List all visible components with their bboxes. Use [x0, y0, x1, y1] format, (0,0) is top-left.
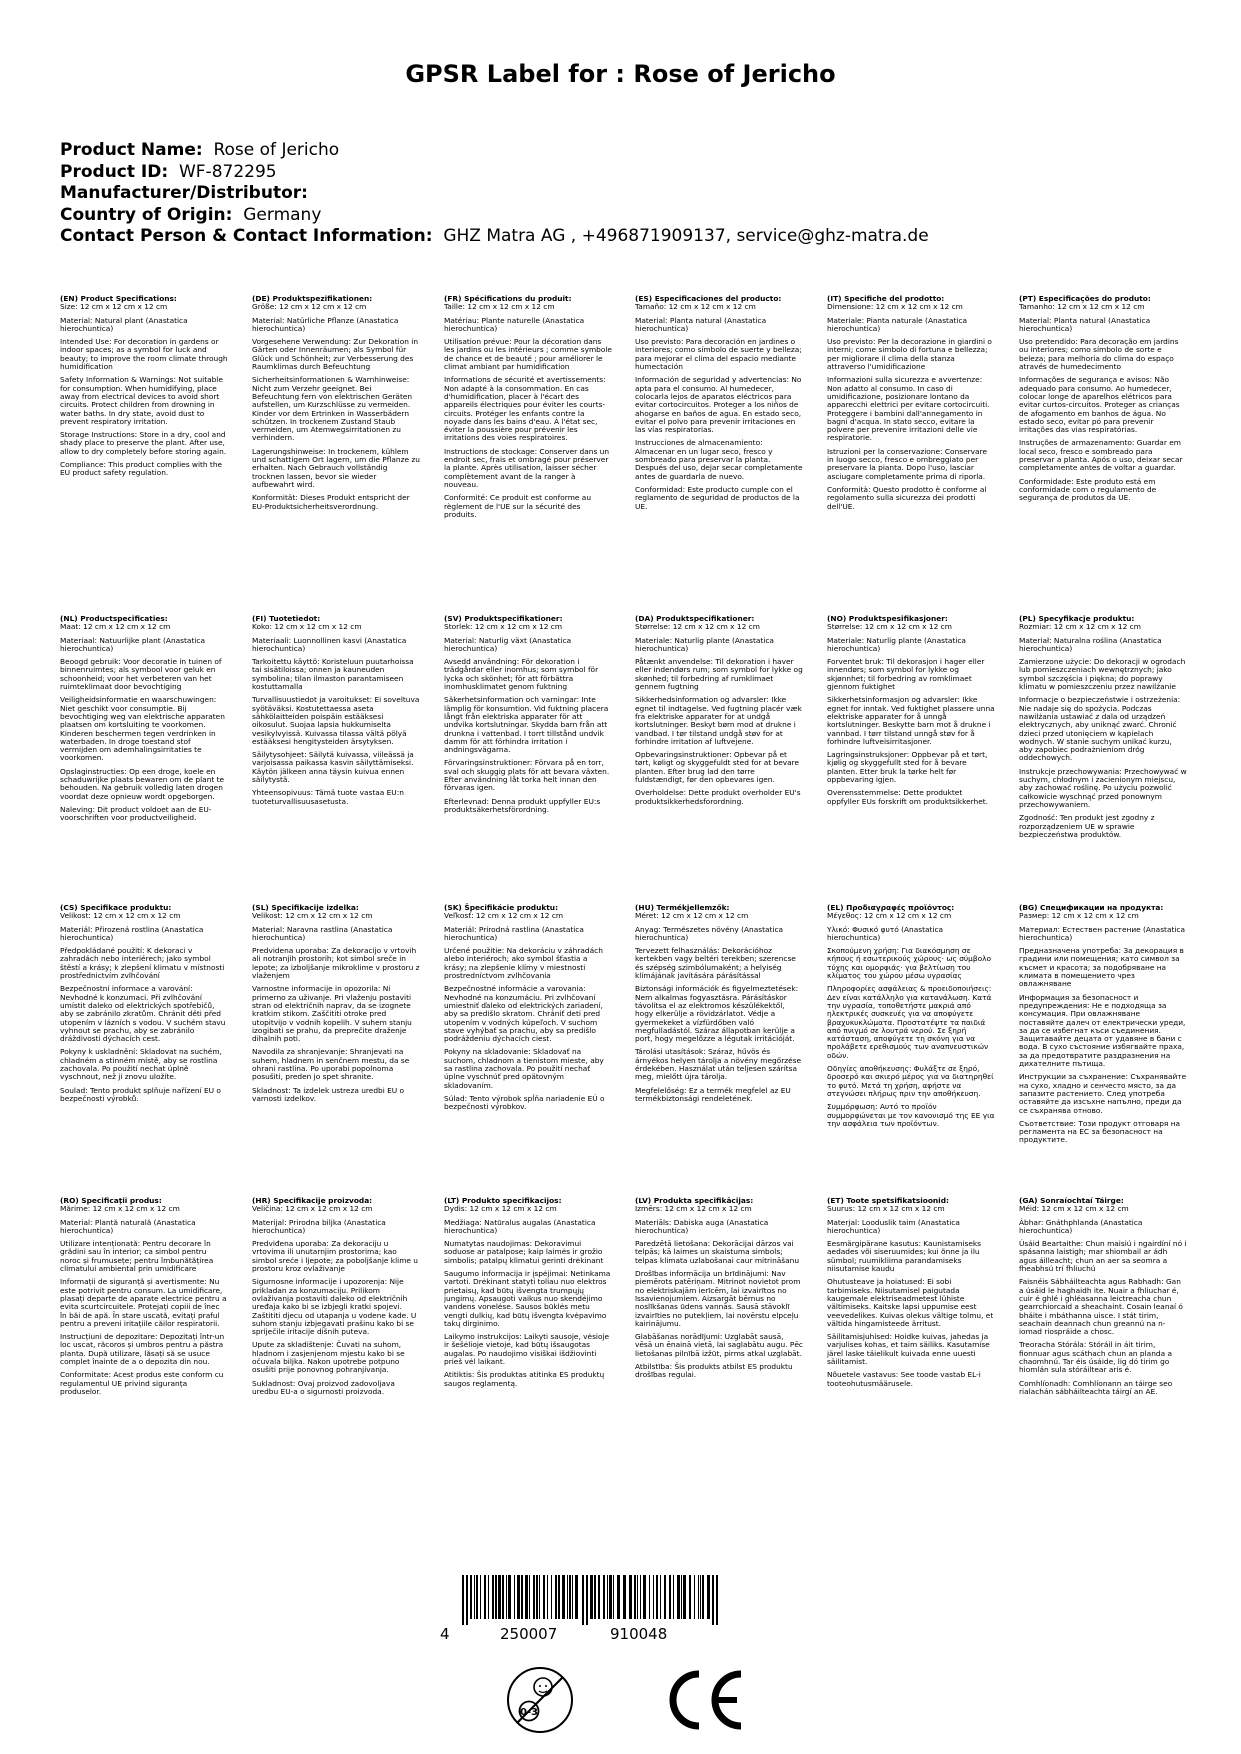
spec-card	[252, 295, 420, 516]
barcode-bar	[716, 1575, 718, 1625]
barcode-bar	[562, 1575, 565, 1619]
spec-paragraph: Naleving: Dit product voldoet aan de EU-voorschriften voor productveiligheid.	[60, 804, 212, 823]
barcode-bar	[700, 1575, 701, 1619]
spec-paragraph: Eesmärgipärane kasutus: Kaunistamiseks aedades või siseruumides; kui õnne ja ilu sümbol; ruumikliima parandamiseks niisutamise kaudu	[827, 1239, 982, 1274]
spec-card	[635, 904, 803, 1108]
spec-paragraph: Conformità: Questo prodotto è conforme al regolamento sulla sicurezza dei prodotti dell'UE.	[827, 484, 987, 511]
spec-paragraph: Material: Planta natural (Anastatica hierochuntica)	[1019, 315, 1151, 333]
spec-paragraph: Lagringsinstruksjoner: Oppbevar på et tørt, kjølig og skyggefullt sted for å bevare planten. Etter bruk la tørke helt før oppbevaring igjen.	[827, 750, 988, 785]
spec-paragraph: Størrelse: 12 cm x 12 cm x 12 cm	[635, 622, 760, 632]
spec-paragraph: Taille: 12 cm x 12 cm x 12 cm	[444, 302, 555, 312]
spec-paragraph: Varnostne informacije in opozorila: Ni primerno za uživanje. Pri vlaženju postaviti stran od električnih naprav, da se izognete kratkim stikom. Zaščititi otroke pred utopitvijo v vodnih kopelih. V suhem stanju izogibati se prahu, da preprečite draženje dihalnih poti.	[252, 984, 412, 1044]
spec-paragraph: Sikkerhedsinformation og advarsler: Ikke egnet til indtagelse. Ved fugtning placér væk fra elektriske apparater for at undgå kortslutninger. Beskyt børn mod at drukne i vandbad. I tør tilstand undgå støv for at forhindre irritation af luftvejene.	[635, 695, 802, 746]
spec-paragraph: Atitiktis: Šis produktas atitinka ES produktų saugos reglamentą.	[444, 1370, 605, 1388]
spec-paragraph: Tarkoitettu käyttö: Koristeluun puutarhoissa tai sisätiloissa; onnen ja kauneuden symbolina; tilan ilmaston parantamiseen kostuttamalla	[252, 657, 414, 692]
spec-heading: (ET) Toote spetsifikatsioonid:	[827, 1196, 949, 1205]
spec-paragraph: Saugumo informacija ir įspėjimai: Netinkama vartoti. Drėkinant statyti toliau nuo elektros prietaisų, kad būtų išvengta trumpųjų jungimų. Apsaugoti vaikus nuo skendėjimo vandens vonelėse. Sausos būklės metu vengti dulkių, kad būtų išvengta kvėpavimo takų dirginimo.	[444, 1269, 611, 1328]
spec-paragraph: Material: Planta natural (Anastatica hierochuntica)	[635, 315, 767, 333]
spec-paragraph: Πληροφορίες ασφάλειας & προειδοποιήσεις: Δεν είναι κατάλληλο για κατανάλωση. Κατά την υγρασία, τοποθετήστε μακριά από ηλεκτρικές συσκευές για να αποφύγετε βραχυκυκλώματα. Προστατέψτε τα παιδιά από πνιγμό σε λουτρά νερού. Σε ξηρή κατάσταση, αποφύγετε τη σκόνη για να προλάβετε ερεθισμούς των αναπνευστικών οδών.	[827, 984, 992, 1060]
barcode-bar	[575, 1575, 578, 1619]
barcode-bar	[634, 1575, 636, 1619]
spec-paragraph: Velikost: 12 cm x 12 cm x 12 cm	[60, 911, 181, 921]
age-label: 0-3	[519, 1707, 539, 1718]
spec-paragraph: Glabāšanas norādījumi: Uzglabāt sausā, vēsā un ēnainā vietā, lai saglabātu augu. Pēc lietošanas pilnībā izžūt, pirms atkal uzglabāt.	[635, 1332, 803, 1358]
spec-paragraph: Размер: 12 cm x 12 cm x 12 cm	[1019, 911, 1139, 921]
barcode-bar	[476, 1575, 478, 1619]
product-name-value: Rose of Jericho	[213, 140, 340, 160]
barcode-bar	[702, 1575, 704, 1619]
spec-paragraph: Yhteensopivuus: Tämä tuote vastaa EU:n tuoteturvallisuusasetusta.	[252, 788, 404, 806]
spec-paragraph: Opslaginstructies: Op een droge, koele en schaduwrijke plaats bewaren om de plant te behouden. Na gebruik volledig laten drogen voordat deze opnieuw wordt opgeborgen.	[60, 766, 225, 801]
spec-paragraph: Efterlevnad: Denna produkt uppfyller EU:s produktsäkerhetsförordning.	[444, 796, 601, 814]
spec-card	[252, 1197, 420, 1401]
spec-paragraph: Tamanho: 12 cm x 12 cm x 12 cm	[1019, 302, 1145, 312]
spec-paragraph: Konformität: Dieses Produkt entspricht der EU-Produktsicherheitsverordnung.	[252, 493, 410, 511]
spec-paragraph: Istruzioni per la conservazione: Conservare in luogo secco, fresco e ombreggiato per preservare la pianta. Dopo l'uso, lasciar asciugare completamente prima di riporla.	[827, 446, 988, 481]
spec-paragraph: Předpokládané použití: K dekoraci v zahradách nebo interiérech; jako symbol štěstí a krásy; k zlepšení klimatu v místnosti prostřednictvím zvlhčování	[60, 946, 225, 981]
spec-heading: (HU) Termékjellemzők:	[635, 903, 730, 912]
barcode-bar	[613, 1575, 614, 1619]
barcode-bar	[498, 1575, 501, 1619]
spec-paragraph: Navodila za shranjevanje: Shranjevati na suhem, hladnem in senčnem mestu, da se ohrani rastlina. Po uporabi popolnoma posušiti, preden jo spet shranite.	[252, 1047, 410, 1082]
spec-paragraph: Material: Natürliche Pflanze (Anastatica hierochuntica)	[252, 315, 399, 333]
product-id-row	[60, 162, 929, 184]
spec-paragraph: Предназначена употреба: За декорация в градини или помещения; като символ за късмет и красота; за подобряване на климата в помещението чрез овлажняване	[1019, 946, 1184, 989]
spec-card	[827, 904, 995, 1133]
spec-paragraph: Utilisation prévue: Pour la décoration dans les jardins ou les intérieurs ; comme symbole de chance et de beauté ; pour améliorer le climat ambiant par humidification	[444, 337, 612, 372]
barcode-bar	[669, 1575, 671, 1619]
spec-paragraph: Informations de sécurité et avertissements: Non adapté à la consommation. En cas d'humidification, placer à l'écart des appareils électriques pour éviter les courts-circuits. Protéger les enfants contre la noyade dans les bains d'eau. À l'état sec, éviter la poussière pour prévenir les irritations des voies respiratoires.	[444, 375, 606, 443]
spec-paragraph: Материал: Естествен растение (Anastatica hierochuntica)	[1019, 924, 1186, 942]
spec-paragraph: Sukladnost: Ovaj proizvod zadovoljava uredbu EU-a o sigurnosti proizvoda.	[252, 1378, 395, 1396]
barcode-bar	[558, 1575, 560, 1619]
spec-paragraph: Materiál: Prírodná rastlina (Anastatica hierochuntica)	[444, 924, 584, 942]
spec-paragraph: Maat: 12 cm x 12 cm x 12 cm	[60, 622, 171, 632]
spec-paragraph: Méret: 12 cm x 12 cm x 12 cm	[635, 911, 749, 921]
barcode-bar	[470, 1575, 472, 1619]
spec-paragraph: Информация за безопасност и предупреждения: Не е подходяща за консумация. При овлажняване поставяйте далеч от електрически уреди, за да се избегнат къси съединения. Защитавайте децата от удавяне в бани с вода. В сухо състояние избягвайте праха, за да предотвратите раздразнения на дихателните пътища.	[1019, 992, 1186, 1069]
spec-card	[444, 295, 612, 524]
spec-paragraph: Uso pretendido: Para decoração em jardins ou interiores; como símbolo de sorte e beleza; para melhoria do clima do espaço através de humedecimento	[1019, 337, 1179, 372]
spec-card	[1019, 904, 1187, 1150]
spec-heading: (BG) Спецификации на продукта:	[1019, 903, 1164, 912]
spec-paragraph: Suurus: 12 cm x 12 cm x 12 cm	[827, 1204, 945, 1214]
spec-paragraph: Förvaringsinstruktioner: Förvara på en torr, sval och skuggig plats för att bevara växten. Efter användning låt torka helt innan den förvaras igen.	[444, 758, 610, 793]
barcode-bar	[539, 1575, 540, 1619]
spec-card	[60, 904, 228, 1108]
barcode-bar	[664, 1575, 666, 1619]
spec-heading: (ES) Especificaciones del producto:	[635, 294, 782, 303]
spec-paragraph: Biztonsági információk és figyelmeztetések: Nem alkalmas fogyasztásra. Párásításkor távolítsa el az elektromos készülékektől, hogy elkerülje a rövidzárlatot. Védje a gyermekeket a vízfürdőben való megfulladástól. Száraz állapotban kerülje a port, hogy megelőzze a légutak irritációját.	[635, 984, 799, 1044]
spec-paragraph: Οδηγίες αποθήκευσης: Φυλάξτε σε ξηρό, δροσερό και σκιερό μέρος για να διατηρηθεί το φυτό. Μετά τη χρήση, αφήστε να στεγνώσει πλήρως πριν την αποθήκευση.	[827, 1064, 994, 1098]
spec-paragraph: Materiale: Naturlig plante (Anastatica hierochuntica)	[827, 635, 966, 653]
spec-paragraph: Avsedd användning: För dekoration i trädgårdar eller inomhus; som symbol för lycka och skönhet; för att förbättra inomhusklimatet genom fuktning	[444, 657, 599, 692]
manufacturer-label: Manufacturer/Distributor:	[60, 183, 308, 203]
barcode-bar	[567, 1575, 568, 1619]
spec-paragraph: Ohutusteave ja hoiatused: Ei sobi tarbimiseks. Niisutamisel paigutada kaugemale elektriseadmetest lühiste vältimiseks. Kaitske lapsi uppumise eest veevedelikes. Kuivas olekus vältige tolmu, et vältida hingamisteede ärritust.	[827, 1277, 994, 1328]
spec-paragraph: Instructions de stockage: Conserver dans un endroit sec, frais et ombragé pour préserver la plante. Après utilisation, laisser sécher complètement avant de la ranger à nouveau.	[444, 446, 610, 489]
spec-heading: (PT) Especificações do produto:	[1019, 294, 1151, 303]
barcode-bar	[543, 1575, 545, 1619]
spec-paragraph: Sikkerhetsinformasjon og advarsler: Ikke egnet for inntak. Ved fuktighet plassere unna elektriske apparater for å unngå kortslutninger. Beskytte barn mot å drukne i vannbad. I tørr tilstand unngå støv for å forhindre luftveisirritasjoner.	[827, 695, 995, 746]
spec-paragraph: Uso previsto: Per la decorazione in giardini o interni; come simbolo di fortuna e bellezza; per migliorare il clima della stanza attraverso l'umidificazione	[827, 337, 992, 372]
spec-card	[635, 295, 803, 516]
barcode-bar	[555, 1575, 557, 1619]
spec-paragraph: Drošības informācija un brīdinājumi: Nav piemērots patēriņam. Mitrinot novietot prom no elektriskajām ierīcēm, lai izvairītos no īssavienojumiem. Aizsargāt bērnus no noslīkšanas ūdens vannās. Sausā stāvoklī izvairīties no putekļiem, lai novērstu elpceļu kairinājumu.	[635, 1269, 801, 1328]
spec-paragraph: Medžiaga: Natūralus augalas (Anastatica hierochuntica)	[444, 1217, 596, 1235]
barcode-bars	[440, 1575, 736, 1625]
barcode-digits-left: 250007	[500, 1625, 558, 1643]
spec-heading: (SV) Produktspecifikationer:	[444, 614, 563, 623]
spec-paragraph: Instruções de armazenamento: Guardar em local seco, fresco e sombreado para preservar a planta. Após o uso, deixar secar completamente antes de voltar a guardar.	[1019, 438, 1183, 473]
spec-paragraph: Matériau: Plante naturelle (Anastatica hierochuntica)	[444, 315, 585, 333]
spec-paragraph: Lagerungshinweise: In trockenem, kühlem und schattigem Ort lagern, um die Pflanze zu erhalten. Nach Gebrauch vollständig trocknen lassen, bevor sie wieder aufbewahrt wird.	[252, 446, 420, 489]
barcode-bar	[484, 1575, 486, 1619]
spec-paragraph: Storage Instructions: Store in a dry, cool and shady place to preserve the plant. After use, allow to dry completely before storing again.	[60, 430, 227, 456]
spec-paragraph: Sicherheitsinformationen & Warnhinweise: Nicht zum Verzehr geeignet. Bei Befeuchtung fern von elektrischen Geräten aufstellen, um Kurzschlüsse zu vermeiden. Kinder vor dem Ertrinken in Wasserbädern schützen. In trockenem Zustand Staub vermeiden, um Atemwegsirritationen zu verhindern.	[252, 375, 413, 443]
spec-paragraph: Laikymo instrukcijos: Laikyti sausoje, vėsioje ir šešėlioje vietoje, kad būtų išsaugotas augalas. Po naudojimo visiškai išdžiovinti prieš vėl laikant.	[444, 1332, 610, 1367]
spec-paragraph: Conformidade: Este produto está em conformidade com o regulamento de segurança de produtos da UE.	[1019, 476, 1157, 503]
spec-heading: (FI) Tuotetiedot:	[252, 614, 321, 623]
spec-heading: (LV) Produkta specifikācijas:	[635, 1196, 754, 1205]
spec-heading: (NO) Produktspesifikasjoner:	[827, 614, 948, 623]
barcode-bar	[517, 1575, 520, 1619]
spec-paragraph: Safety Information & Warnings: Not suitable for consumption. When humidifying, place away from electrical devices to avoid short circuits. Protect children from drowning in water baths. In dry state, avoid dust to prevent respiratory irritation.	[60, 375, 223, 426]
spec-paragraph: Faisnéis Sábháilteachta agus Rabhadh: Gan a úsáid le haghaidh ite. Nuair a fhliuchar é, cuir é ghlé i ghléasanna leictreacha chun gearrchiorcaid a sheachaint. Cosain leanaí ó bháite i mbáthanna uisce. I stát tirim, seachain deannach chun greannú na n-iomad riospráide a chosc.	[1019, 1277, 1183, 1337]
product-id-value: WF-872295	[178, 161, 277, 182]
spec-paragraph: Utilizare intenționată: Pentru decorare în grădini sau în interior; ca simbol pentru noroc și frumusețe; pentru îmbunătățirea climatului ambiental prin umidificare	[60, 1239, 214, 1274]
barcode-bar	[649, 1575, 650, 1619]
spec-paragraph: Zgodność: Ten produkt jest zgodny z rozporządzeniem UE w sprawie bezpieczeństwa produktów.	[1019, 813, 1155, 839]
barcode-bar	[656, 1575, 658, 1619]
spec-paragraph: Overensstemmelse: Dette produktet oppfyller EUs forskrift om produktsikkerhet.	[827, 788, 989, 806]
spec-paragraph: Úsáid Beartaithe: Chun maisiú i ngairdíní nó i spásanna laistigh; mar shiombail ar ádh agus áilleacht; chun an aer sa seomra a fheabhsú trí fhliuchú	[1019, 1239, 1187, 1274]
spec-paragraph: Storlek: 12 cm x 12 cm x 12 cm	[444, 622, 563, 632]
barcode-bar	[495, 1575, 497, 1619]
spec-card	[827, 295, 995, 516]
country-label: Country of Origin:	[60, 204, 233, 225]
spec-paragraph: Påtænkt anvendelse: Til dekoration i haver eller indendørs rum; som symbol for lykke og skønhed; til forbedring af rumklimaet gennem fugtning	[635, 657, 803, 692]
spec-heading: (EL) Προδιαγραφές προϊόντος:	[827, 903, 955, 912]
spec-paragraph: Uso previsto: Para decoración en jardines o interiores; como símbolo de suerte y belleza; para mejorar el clima del espacio mediante humectación	[635, 337, 802, 372]
barcode-bar	[607, 1575, 608, 1619]
spec-heading: (SK) Špecifikácie produktu:	[444, 903, 559, 912]
spec-paragraph: Material: Naturlig växt (Anastatica hierochuntica)	[444, 635, 572, 653]
spec-paragraph: Material: Plantă naturală (Anastatica hierochuntica)	[60, 1217, 196, 1235]
spec-paragraph: Vorgesehene Verwendung: Zur Dekoration in Gärten oder Innenräumen; als Symbol für Glück und Schönheit; zur Verbesserung des Raumklimas durch Befeuchtung	[252, 337, 419, 372]
spec-card	[827, 615, 995, 811]
spec-paragraph: Säkerhetsinformation och varningar: Inte lämplig för konsumtion. Vid fuktning placera långt från elektriska apparater för att undvika kortslutningar. Skydda barn från att drunkna i vattenbad. I torrt tillstånd undvik damm för att förhindra irritation i andningsvägarna.	[444, 695, 609, 755]
barcode-bar	[529, 1575, 530, 1619]
spec-heading: (HR) Specifikacije proizvoda:	[252, 1196, 373, 1205]
spec-paragraph: Veľkosť: 12 cm x 12 cm x 12 cm	[444, 911, 564, 921]
spec-card	[1019, 295, 1187, 508]
barcode-bar	[637, 1575, 638, 1619]
barcode-bar	[629, 1575, 632, 1619]
spec-paragraph: Säilytysohjeet: Säilytä kuivassa, viileässä ja varjoisassa paikassa kasvin säilyttämiseksi. Käytön jälkeen anna täysin kuivua ennen säilytystä.	[252, 750, 414, 785]
spec-paragraph: Dimensione: 12 cm x 12 cm x 12 cm	[827, 302, 963, 312]
manufacturer-row	[60, 183, 929, 205]
product-name-label: Product Name:	[60, 140, 203, 160]
spec-card	[635, 1197, 803, 1385]
spec-paragraph: Material: Natural plant (Anastatica hierochuntica)	[60, 315, 188, 333]
barcode-bar	[698, 1575, 699, 1619]
spec-paragraph: Informações de segurança e avisos: Não adequado para consumo. Ao humedecer, colocar longe de aparelhos elétricos para evitar curtos-circuitos. Proteger as crianças de afogamento em banhos de água. No estado seco, evitar pó para prevenir irritações das vias respiratórias.	[1019, 375, 1180, 435]
product-info	[60, 140, 929, 248]
contact-row	[60, 226, 929, 248]
spec-paragraph: Materiał: Naturalna roślina (Anastatica hierochuntica)	[1019, 635, 1162, 653]
spec-paragraph: Informazioni sulla sicurezza e avvertenze: Non adatto al consumo. In caso di umidificazione, posizionare lontano da apparecchi elettrici per evitare cortocircuiti. Proteggere i bambini dall'annegamento in bagni d'acqua. In stato secco, evitare la polvere per prevenire irritazioni delle vie respiratorie.	[827, 375, 990, 443]
spec-paragraph: Rozmiar: 12 cm x 12 cm x 12 cm	[1019, 622, 1141, 632]
spec-card	[827, 1197, 995, 1393]
barcode-bar	[536, 1575, 538, 1619]
spec-paragraph: Ábhar: Gnáthphlanda (Anastatica hierochuntica)	[1019, 1217, 1143, 1235]
barcode-bar	[466, 1575, 468, 1625]
spec-paragraph: Materiāls: Dabiska auga (Anastatica hierochuntica)	[635, 1217, 769, 1235]
spec-heading: (CS) Specifikace produktu:	[60, 903, 172, 912]
spec-paragraph: Beoogd gebruik: Voor decoratie in tuinen of binnenruimtes; als symbool voor geluk en schoonheid; voor het verbeteren van het ruimteklimaat door bevochtiging	[60, 657, 222, 692]
spec-paragraph: Sigurnosne informacije i upozorenja: Nije prikladan za konzumaciju. Prilikom ovlaživanja postaviti daleko od električnih uređaja kako bi se izbjegli kratki spojevi. Zaštititi djecu od utapanja u vodene kade. U suhom stanju izbjegavati prašinu kako bi se spriječile iritacije dišnih puteva.	[252, 1277, 417, 1337]
spec-paragraph: Informații de siguranță și avertismente: Nu este potrivit pentru consum. La umidificare, plasați departe de aparate electrice pentru a evita scurtcircuitele. Protejați copiii de înec în băi de apă. În stare uscată, evitați praful pentru a preveni iritațiile căilor respiratorii.	[60, 1277, 227, 1328]
barcode-bar	[653, 1575, 654, 1619]
barcode-bar	[603, 1575, 605, 1619]
spec-paragraph: Materijal: Prirodna biljka (Anastatica hierochuntica)	[252, 1217, 386, 1235]
spec-card	[252, 904, 420, 1108]
spec-paragraph: Instrucțiuni de depozitare: Depozitați într-un loc uscat, răcoros și umbros pentru a păstra planta. După utilizare, lăsați să se usuce complet înainte de a o depozita din nou.	[60, 1332, 225, 1367]
spec-card	[444, 615, 612, 819]
spec-paragraph: Veličina: 12 cm x 12 cm x 12 cm	[252, 1204, 373, 1214]
spec-paragraph: Turvallisuustiedot ja varoitukset: Ei soveltuva syötäväksi. Kostutettaessa aseta sähkölaitteiden poispäin estääksesi oikosulut. Suojaa lapsia hukkumiselta vesikylvyissä. Kuivassa tilassa vältä pölyä estääksesi hengitysteiden ärsytyksen.	[252, 695, 420, 746]
spec-paragraph: Conformité: Ce produit est conforme au règlement de l'UE sur la sécurité des produits.	[444, 493, 592, 519]
spec-paragraph: Overholdelse: Dette produkt overholder EU's produktsikkerhedsforordning.	[635, 788, 801, 806]
spec-heading: (LT) Produkto specifikacijos:	[444, 1196, 562, 1205]
spec-card	[60, 615, 228, 828]
product-name-row	[60, 140, 929, 162]
spec-heading: (IT) Specifiche del prodotto:	[827, 294, 945, 303]
barcode-bar	[492, 1575, 494, 1619]
spec-paragraph: Veiligheidsinformatie en waarschuwingen: Niet geschikt voor consumptie. Bij bevochtiging weg van elektrische apparaten plaatsen om kortsluiting te voorkomen. Kinderen beschermen tegen verdrinken in waterbaden. In droge toestand stof vermijden om ademhalingsirritaties te voorkomen.	[60, 695, 225, 763]
barcode-bar	[508, 1575, 511, 1619]
spec-paragraph: Conformitate: Acest produs este conform cu regulamentul UE privind siguranța produselor.	[60, 1370, 224, 1396]
spec-paragraph: Μέγεθος: 12 cm x 12 cm x 12 cm	[827, 911, 952, 921]
spec-paragraph: Intended Use: For decoration in gardens or indoor spaces; as a symbol for luck and beauty; to improve the room climate through humidification	[60, 337, 228, 372]
spec-heading: (RO) Specificații produs:	[60, 1196, 162, 1205]
barcode-bar	[681, 1575, 682, 1619]
spec-paragraph: Anyag: Természetes növény (Anastatica hierochuntica)	[635, 924, 784, 942]
barcode-bar	[502, 1575, 504, 1619]
spec-paragraph: Σκοπούμενη χρήση: Για διακόσμηση σε κήπους ή εσωτερικούς χώρους· ως σύμβολο τύχης και ομορφιάς· για βελτίωση του κλίματος του χώρου μέσω υγρασίας	[827, 946, 992, 981]
spec-card	[1019, 1197, 1187, 1401]
barcode-bar	[594, 1575, 596, 1619]
spec-paragraph: Materiale: Naturlig plante (Anastatica hierochuntica)	[635, 635, 774, 653]
spec-paragraph: Compliance: This product complies with the EU product safety regulation.	[60, 460, 223, 478]
barcode-bar	[677, 1575, 680, 1619]
barcode-bar	[572, 1575, 573, 1619]
barcode-bar	[707, 1575, 710, 1619]
barcode-bar	[643, 1575, 646, 1619]
spec-paragraph: Určené použitie: Na dekoráciu v záhradách alebo interiéroch; ako symbol šťastia a krásy; na zlepšenie klímy v miestnosti prostredníctvom zvlhčovania	[444, 946, 603, 981]
spec-paragraph: Soulad: Tento produkt splňuje nařízení EU o bezpečnosti výrobků.	[60, 1085, 221, 1103]
spec-paragraph: Súlad: Tento výrobok spĺňa nariadenie EÚ o bezpečnosti výrobkov.	[444, 1093, 605, 1112]
spec-paragraph: Velikost: 12 cm x 12 cm x 12 cm	[252, 911, 373, 921]
spec-heading: (DE) Produktspezifikationen:	[252, 294, 373, 303]
spec-heading: (GA) Sonraíochtaí Táirge:	[1019, 1196, 1124, 1205]
spec-paragraph: Size: 12 cm x 12 cm x 12 cm	[60, 302, 168, 312]
spec-paragraph: Materiál: Přirozená rostlina (Anastatica hierochuntica)	[60, 924, 204, 942]
spec-paragraph: Instrukcje przechowywania: Przechowywać w suchym, chłodnym i zacienionym miejscu, aby zachować roślinę. Po użyciu pozwolić całkowicie wyschnąć przed ponownym przechowywaniem.	[1019, 766, 1187, 809]
barcode-bar	[514, 1575, 515, 1619]
barcode-bar	[694, 1575, 695, 1619]
barcode-bar	[617, 1575, 620, 1619]
barcode-bar	[673, 1575, 674, 1619]
spec-paragraph: Predvidena uporaba: Za dekoracijo v vrtovih ali notranjih prostorih; kot simbol sreče in lepote; za izboljšanje mikroklime v prostoru z vlaženjem	[252, 946, 420, 981]
spec-paragraph: Paredzētā lietošana: Dekorācijai dārzos vai telpās; kā laimes un skaistuma simbols; telpas klimata uzlabošanai caur mitrināšanu	[635, 1239, 800, 1265]
barcode-bar	[533, 1575, 535, 1619]
barcode-bar	[480, 1575, 481, 1619]
spec-paragraph: Materjal: Looduslik taim (Anastatica hierochuntica)	[827, 1217, 960, 1235]
spec-paragraph: Инструкции за съхранение: Съхранявайте на сухо, хладно и сенчесто място, за да запазите растението. След употреба оставяйте да изсъхне напълно, преди да се съхранява отново.	[1019, 1072, 1187, 1115]
spec-paragraph: Pokyny na skladovanie: Skladovať na suchom, chladnom a tienistom mieste, aby sa rastlina zachovala. Po použití nechať úplne vyschnúť pred opätovným skladovaním.	[444, 1047, 604, 1090]
spec-paragraph: Zamierzone użycie: Do dekoracji w ogrodach lub pomieszczeniach wewnętrznych; jako symbol szczęścia i piękna; do poprawy klimatu w pomieszczeniu przez nawilżanie	[1019, 657, 1186, 692]
spec-card	[252, 615, 420, 811]
spec-paragraph: Koko: 12 cm x 12 cm x 12 cm	[252, 622, 362, 632]
barcode-bar	[488, 1575, 489, 1619]
spec-paragraph: Materiaali: Luonnollinen kasvi (Anastatica hierochuntica)	[252, 635, 407, 653]
barcode-bar	[598, 1575, 600, 1619]
page-title: GPSR Label for : Rose of Jericho	[405, 60, 836, 88]
spec-paragraph: Dydis: 12 cm x 12 cm x 12 cm	[444, 1204, 557, 1214]
barcode-bar	[551, 1575, 552, 1619]
spec-paragraph: Treoracha Stórála: Stóráil in áit tirim, fionnuar agus scáthach chun an planda a chaomhnú. Tar éis úsáide, lig dó tirim go hiomlán sula stóráiltear arís é.	[1019, 1340, 1172, 1375]
barcode-bar	[521, 1575, 523, 1619]
barcode-bar	[623, 1575, 626, 1619]
spec-paragraph: Izmērs: 12 cm x 12 cm x 12 cm	[635, 1204, 752, 1214]
spec-paragraph: Størrelse: 12 cm x 12 cm x 12 cm	[827, 622, 952, 632]
barcode-bar	[586, 1575, 588, 1625]
spec-paragraph: Tamaño: 12 cm x 12 cm x 12 cm	[635, 302, 756, 312]
spec-heading: (NL) Productspecificaties:	[60, 614, 168, 623]
spec-paragraph: Bezpečnostné informácie a varovania: Nevhodné na konzumáciu. Pri zvlhčovaní umiestniť ďaleko od elektrických zariadení, aby sa predišlo skratom. Chrániť deti pred utopením v vodných kúpeľoch. V suchom stave vyhýbať sa prachu, aby sa predišlo podráždeniu dýchacích ciest.	[444, 984, 603, 1044]
spec-paragraph: Materiaal: Natuurlijke plant (Anastatica hierochuntica)	[60, 635, 206, 653]
spec-paragraph: Opbevaringsinstruktioner: Opbevar på et tørt, køligt og skyggefuldt sted for at bevare planten. Efter brug lad den tørre fuldstændigt, før den opbevares igen.	[635, 750, 800, 785]
spec-paragraph: Bezpečnostní informace a varování: Nevhodné k konzumaci. Při zvlhčování umístit daleko od elektrických spotřebičů, aby se zabránilo zkratům. Chránit děti před utopením v lázních s vodou. V suchém stavu vyhnout se prachu, aby se zabránilo dráždivosti dýchacích cest.	[60, 984, 226, 1044]
barcode-bar	[474, 1575, 475, 1619]
ce-mark-icon	[665, 1668, 745, 1732]
spec-paragraph: Comhlíonadh: Comhlíonann an táirge seo rialachán sábháilteachta táirgí an AE.	[1019, 1378, 1173, 1396]
spec-paragraph: Informacje o bezpieczeństwie i ostrzeżenia: Nie nadaje się do spożycia. Podczas nawilżania ustawiać z dala od urządzeń elektrycznych, aby uniknąć zwarć. Chronić dzieci przed utonięciem w kąpielach wodnych. W stanie suchym unikać kurzu, aby zapobiec podrażnieniom dróg oddechowych.	[1019, 695, 1181, 763]
spec-paragraph: Conformidad: Este producto cumple con el reglamento de seguridad de productos de la UE.	[635, 484, 800, 511]
spec-paragraph: Pokyny k uskladnění: Skladovat na suchém, chladném a stinném místě, aby se rostlina zachovala. Po použití nechat úplně vyschnout, než ji znovu uložíte.	[60, 1047, 222, 1082]
spec-paragraph: Съответствие: Този продукт отговаря на регламента на ЕС за безопасност на продуктите.	[1019, 1118, 1181, 1145]
barcode-bar	[506, 1575, 507, 1619]
barcode-bar	[712, 1575, 714, 1625]
spec-paragraph: Megfelelőség: Ez a termék megfelel az EU termékbiztonsági rendeletének.	[635, 1085, 791, 1103]
spec-card	[60, 1197, 228, 1401]
spec-paragraph: Säilitamisjuhised: Hoidke kuivas, jahedas ja varjulises kohas, et taim säiliks. Kasutamise järel laske täielikult kuivada enne uuesti säilitamist.	[827, 1332, 990, 1367]
barcode-bar	[569, 1575, 571, 1619]
spec-heading: (FR) Spécifications du produit:	[444, 294, 572, 303]
spec-card	[1019, 615, 1187, 844]
spec-paragraph: Información de seguridad y advertencias: No apta para el consumo. Al humedecer, colocarla lejos de aparatos eléctricos para evitar cortocircuitos. Proteger a los niños de ahogarse en baños de agua. En estado seco, evitar el polvo para prevenir irritaciones en las vías respiratorias.	[635, 375, 802, 435]
spec-card	[60, 295, 228, 483]
spec-card	[444, 904, 612, 1117]
product-id-label: Product ID:	[60, 161, 169, 182]
barcode-bar	[462, 1575, 464, 1625]
spec-paragraph: Tervezett felhasználás: Dekorációhoz kertekben vagy beltéri terekben; szerencse és szépség szimbólumaként; a helyiség klímájának javítására párásítással	[635, 946, 796, 981]
contact-value: GHZ Matra AG , +496871909137, service@ghz-matra.de	[443, 226, 929, 246]
spec-paragraph: Skladnost: Ta izdelek ustreza uredbi EU o varnosti izdelkov.	[252, 1085, 405, 1103]
spec-heading: (EN) Product Specifications:	[60, 294, 177, 303]
spec-paragraph: Forventet bruk: Til dekorasjon i hager eller innendørs; som symbol for lykke og skjønnhet; til forbedring av romklimaet gjennom fuktighet	[827, 657, 985, 692]
spec-paragraph: Συμμόρφωση: Αυτό το προϊόν συμμορφώνεται με τον κανονισμό της ΕΕ για την ασφάλεια των προϊόντων.	[827, 1102, 995, 1128]
barcode-bar	[547, 1575, 548, 1619]
barcode-bar	[525, 1575, 528, 1619]
spec-card	[635, 615, 803, 811]
contact-label: Contact Person & Contact Information:	[60, 226, 433, 246]
spec-paragraph: Mărime: 12 cm x 12 cm x 12 cm	[60, 1204, 180, 1214]
spec-heading: (SL) Specifikacije izdelka:	[252, 903, 359, 912]
country-value: Germany	[243, 204, 322, 225]
spec-paragraph: Materiale: Pianta naturale (Anastatica hierochuntica)	[827, 315, 968, 333]
not-suitable-0-3-icon	[505, 1665, 575, 1735]
barcode-bar	[582, 1575, 584, 1625]
spec-paragraph: Numatytas naudojimas: Dekoravimui soduose ar patalpose; kaip laimės ir grožio simbolis; patalpų klimatui gerinti drėkinant	[444, 1239, 604, 1265]
spec-paragraph: Material: Naravna rastlina (Anastatica hierochuntica)	[252, 924, 393, 942]
spec-paragraph: Tárolási utasítások: Száraz, hűvös és árnyékos helyen tárolja a növény megőrzése érdekében. Használat után teljesen szárítsa meg, mielőtt újra tárolja.	[635, 1047, 802, 1082]
barcode-bar	[660, 1575, 661, 1619]
barcode-digits-right: 910048	[610, 1625, 668, 1643]
barcode-digit-lead: 4	[440, 1625, 450, 1643]
spec-paragraph: Größe: 12 cm x 12 cm x 12 cm	[252, 302, 367, 312]
barcode-bar	[683, 1575, 686, 1619]
spec-heading: (DA) Produktspecifikationer:	[635, 614, 755, 623]
country-row	[60, 205, 929, 227]
spec-card	[444, 1197, 612, 1393]
spec-paragraph: Nõuetele vastavus: See toode vastab EL-i tooteohutusmäärusele.	[827, 1370, 981, 1388]
spec-paragraph: Instrucciones de almacenamiento: Almacenar en un lugar seco, fresco y sombreado para preservar la planta. Después del uso, dejar secar completamente antes de guardarla de nuevo.	[635, 438, 803, 481]
barcode-bar	[590, 1575, 593, 1619]
spec-heading: (PL) Specyfikacje produktu:	[1019, 614, 1135, 623]
barcode-bar	[609, 1575, 612, 1619]
spec-paragraph: Predviđena uporaba: Za dekoraciju u vrtovima ili unutarnjim prostorima; kao simbol sreće i ljepote; za poboljšanje klime u prostoru kroz ovlaživanje	[252, 1239, 418, 1274]
spec-paragraph: Upute za skladištenje: Čuvati na suhom, hladnom i zasjenjenom mjestu kako bi se očuvala biljka. Nakon upotrebe potpuno osušiti prije ponovnog pohranjivanja.	[252, 1340, 405, 1375]
spec-paragraph: Υλικό: Φυσικό φυτό (Anastatica hierochuntica)	[827, 924, 944, 942]
spec-paragraph: Méid: 12 cm x 12 cm x 12 cm	[1019, 1204, 1129, 1214]
spec-paragraph: Atbilstība: Šis produkts atbilst ES produktu drošības regulai.	[635, 1362, 793, 1380]
barcode-bar	[689, 1575, 691, 1619]
barcode-bar	[640, 1575, 641, 1619]
barcode	[440, 1575, 736, 1645]
